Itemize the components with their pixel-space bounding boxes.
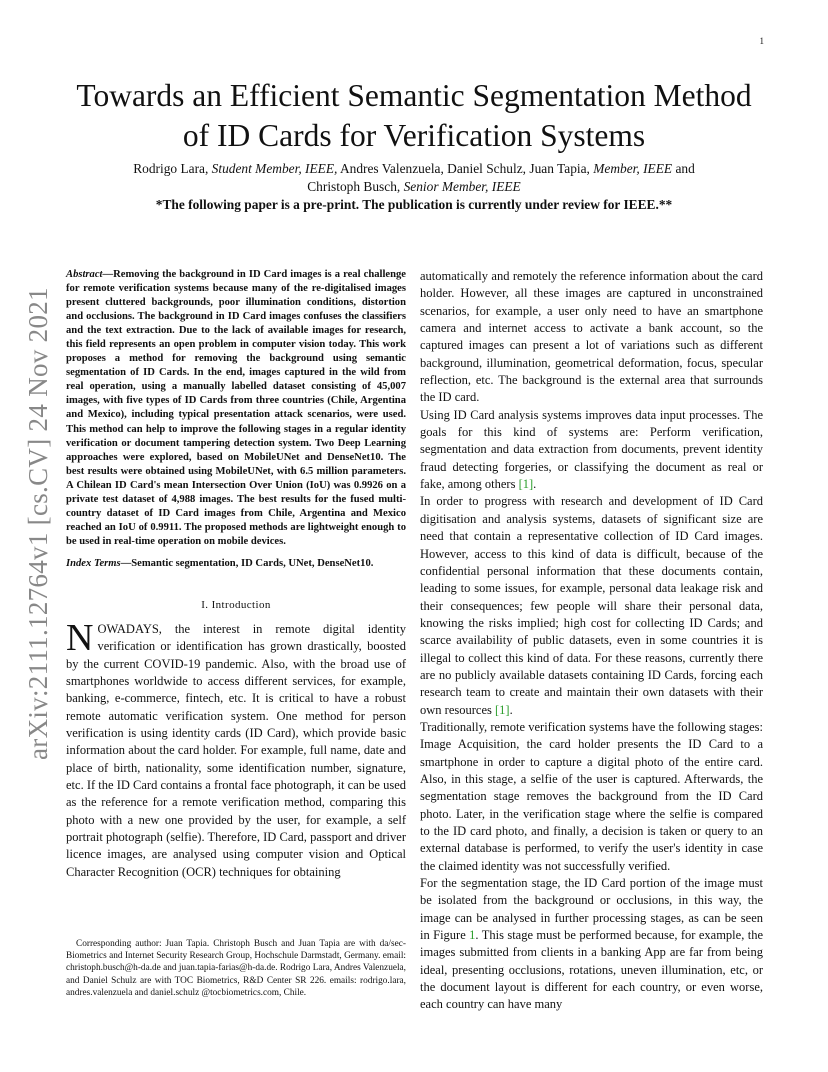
author-text: Christoph Busch, [307,179,404,194]
author-affiliation: Student Member, IEEE, [211,161,338,176]
footnote [66,938,406,999]
author-affiliation: Member, IEEE [593,161,673,176]
paragraph-text: For the segmentation stage, the ID Card portion of the image must be isolated from the background or occlusions, in this way, the image can be analysed in further processing stages, as can be seen in Figure [420,876,763,943]
author-text: Rodrigo Lara, [133,161,212,176]
citation-link[interactable]: [1] [518,477,534,492]
abstract [66,268,406,549]
author-text: and [672,161,695,176]
dropcap: N [66,616,94,659]
author-affiliation: Senior Member, IEEE [403,179,521,194]
paragraph: Traditionally, remote verification systems have the following stages: Image Acquisition, the card holder presents the ID Card to a smartphone in order to capture a digital photo of the entire card. Also, in this stage, a selfie of the user is captured. Afterwards, the segmentation stage removes the background from the ID Card photo. Later, in the verification stage where the selfie is compared to the ID card photo, and finally, a decision is taken or query to an external database is performed, to verify the user's identity in case the claimed identity was not successfully verified. [420,719,763,873]
left-column [66,268,406,881]
figure-link[interactable]: 1 [469,928,476,943]
paragraph-text: Using ID Card analysis systems improves data input processes. The goals for this kind of systems are: Perform verification, segmentation and data extraction from documents, prevent identity fraud detecting forgeries, or classifying the document as real or fake, among others [420,407,763,492]
paragraph: automatically and remotely the reference information about the card holder. However, all these images are captured in unconstrained scenarios, for example, a user only need to have an smartphone camera and internet access to activate a bank account, so the captured images can present a lot of variations such as different background, illumination, geometrical deformation, focus, specular reflection, etc. The background is the external area that surrounds the ID card. [420,269,763,405]
page-number: 1 [759,36,764,46]
paragraph [420,407,763,494]
preprint-note: *The following paper is a pre-print. The publication is currently under review for IEEE.** [155,197,673,212]
paragraph-text: In order to progress with research and development of ID Card digitisation and analysis systems, datasets of significant size are need that contain a representative collection of ID Card images. However, access to this kind of data is difficult, because of the confidential personal information that these documents contain, leading to some issues, for example, personal data leakage risk and their consequences; few people will share their personal data, knowing the risks implied; high cost for collecting ID Cards; and scarce availability of public datasets, even in some countries it is illegal to collect this kind of data. For these reasons, currently there are no publicly available datasets containing ID Cards, forcing each research team to create and maintain their own datasets with their own resources [420,494,763,717]
paragraph-text: . This stage must be performed because, for example, the images submitted from clients in a banking App are far from being ideal, presenting occlusions, rotations, uneven illumination, etc, or the document layout is different for each country, or even worse, each country can have many [420,928,764,1012]
arxiv-stamp: arXiv:2111.12764v1 [cs.CV] 24 Nov 2021 [23,287,53,760]
paragraph [420,493,763,718]
author-list [70,160,758,196]
paragraph-text: . [533,477,537,492]
right-column [420,268,763,1014]
section-heading: I. Introduction [201,598,271,611]
citation-link[interactable]: [1] [494,702,510,717]
intro-paragraph [66,616,406,881]
paragraph-text: . [509,702,513,717]
index-terms [66,557,406,571]
paragraph [420,875,763,1014]
paper-title: Towards an Efficient Semantic Segmentation Method of ID Cards for Verification Systems [76,78,752,153]
index-terms-label: Index Terms [66,557,121,569]
intro-text: OWADAYS, the interest in remote digital identity verification or identification has grown drastically, boosted by the current COVID-19 pandemic. Also, with the broad use of smartphones worldwide to access different services, for example, banking, e-commerce, fintech, etc. It is critical to have a robust remote automatic verification system. One method for person verification is using identity cards (ID Card), which provide basic information about the card holder. For example, full name, date and place of birth, nationality, some identification number, signature, etc. If the ID Card contains a frontal face photograph, it can be used as the reference for a remote verification method, comparing this photo with a new one provided by the user, for example, a self portrait photograph (selfie). Therefore, ID Card, passport and driver licence images, are analysed using computer vision and Optical Character Recognition (OCR) techniques for obtaining [66,621,406,879]
index-terms-text: —Semantic segmentation, ID Cards, UNet, DenseNet10. [120,557,374,569]
abstract-label: Abstract [66,269,103,280]
abstract-text: —Removing the background in ID Card images is a real challenge for remote verification systems because many of the re-digitalised images present cluttered backgrounds, poor illumination conditions, distortion and occlusions. The background in ID Card images confuses the classifiers and the text extraction. Due to the lack of available images for research, this field represents an open problem in computer vision today. This work proposes a method for removing the background using semantic segmentation of ID Cards. In the end, images captured in the wild from real operation, using a manually labelled dataset consisting of 45,007 images, with five types of ID Cards from three countries (Chile, Argentina and Mexico), including typical presentation attack scenarios, were used. This method can help to improve the following stages in a regular identity verification or document tampering detection system. Two Deep Learning approaches were explored, based on MobileUNet and DenseNet10. The best results were obtained using MobileUNet, with 6.5 million parameters. A Chilean ID Card's mean Intersection Over Union (IoU) was 0.9926 on a private test dataset of 4,988 images. The best results for the fused multi-country dataset of ID Card images from Chile, Argentina and Mexico reached an IoU of 0.9911. The proposed methods are lightweight enough to be used in real-time operation on mobile devices. [66,269,406,547]
author-text: Andres Valenzuela, Daniel Schulz, Juan Tapia, [337,161,594,176]
footnote-text: Corresponding author: Juan Tapia. Christoph Busch and Juan Tapia are with da/sec-Biometrics and Internet Security Research Group, Hochschule Darmstadt, Germany. email: christoph.busch@h-da.de and juan.tapia-farias@h-da.de. Rodrigo Lara, Andres Valenzuela, and Daniel Schulz are with TOC Biometrics, R&D Center SR 226. emails: rodrigo.lara, andres.valenzuela and daniel.schulz @tocbiometrics.com, Chile. [66,939,406,998]
